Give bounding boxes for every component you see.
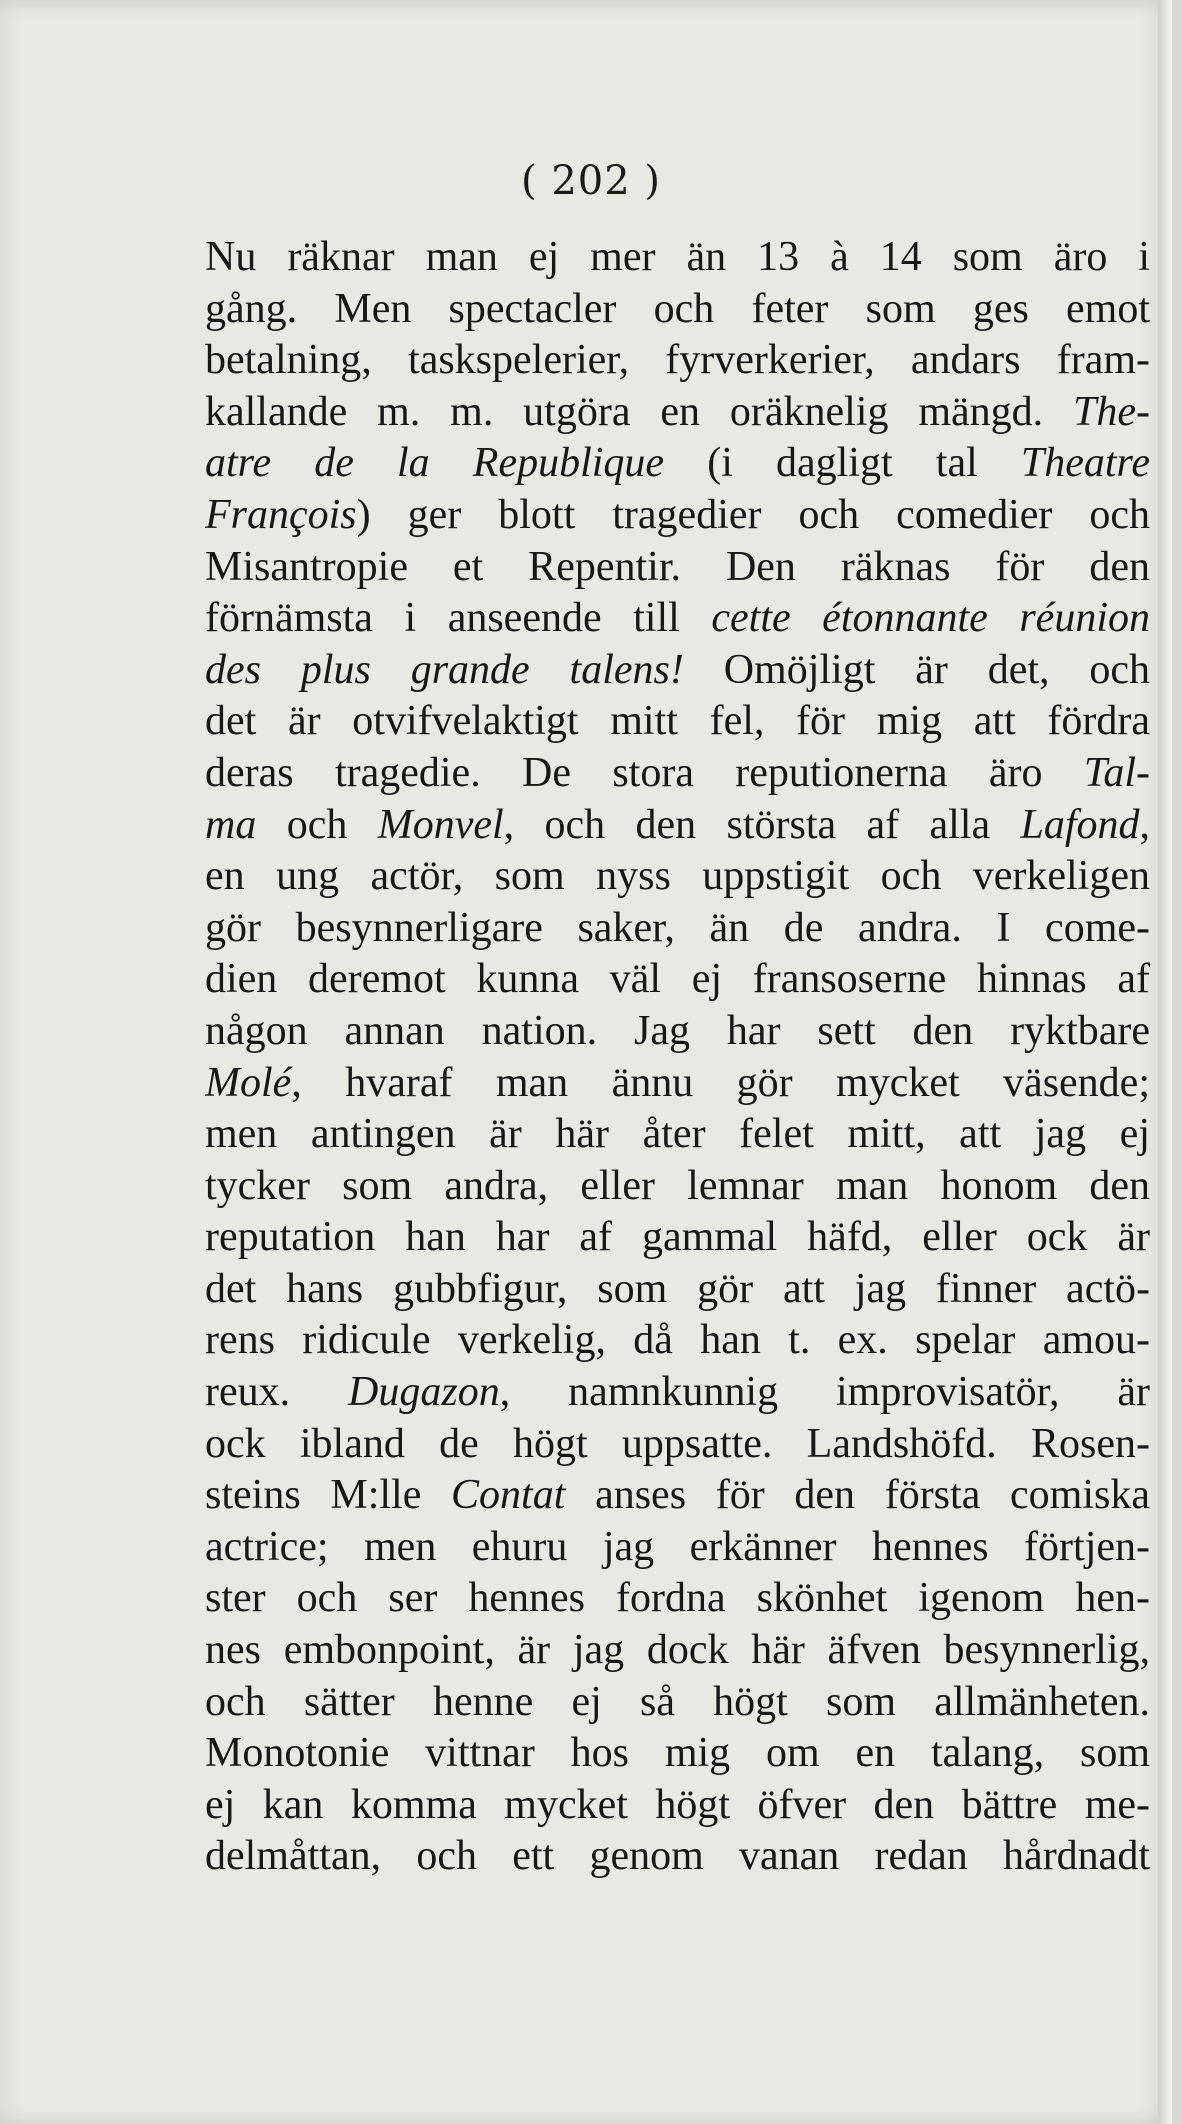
text-segment: reputation han har af gammal häfd, eller ock är	[205, 1214, 1150, 1261]
italic-text: Tal-	[1083, 749, 1150, 796]
text-segment: actrice; men ehuru jag erkänner hennes förtjen-	[205, 1523, 1150, 1570]
text-segment: men antingen är här åter felet mitt, att jag ej	[205, 1111, 1150, 1158]
text-line	[205, 800, 1150, 852]
text-line	[205, 490, 1150, 542]
text-segment: Misantropie et Repentir. Den räknas för den	[205, 543, 1150, 590]
italic-text: Monvel	[377, 801, 504, 848]
italic-text: François	[205, 491, 357, 538]
italic-text: atre de la Republique	[205, 440, 665, 487]
text-segment: och sätter henne ej så högt som allmänheten.	[205, 1678, 1150, 1725]
text-segment: rens ridicule verkelig, då han t. ex. spelar amou-	[205, 1317, 1150, 1364]
text-segment: ock ibland de högt uppsatte. Landshöfd. Rosen-	[205, 1420, 1150, 1467]
text-line	[205, 1625, 1150, 1677]
italic-text: des plus grande talens!	[205, 646, 684, 693]
text-segment: och	[256, 801, 378, 848]
text-line	[205, 1470, 1150, 1522]
text-line	[205, 1573, 1150, 1625]
text-line	[205, 593, 1150, 645]
text-line	[205, 438, 1150, 490]
text-segment: ster och ser hennes fordna skönhet igenom hen-	[205, 1575, 1150, 1622]
body-text	[205, 232, 1150, 1883]
text-segment: gör besynnerligare saker, än de andra. I come-	[205, 904, 1150, 951]
text-segment: steins M:lle	[205, 1472, 452, 1519]
text-line	[205, 851, 1150, 903]
text-segment: (i dagligt tal	[664, 440, 1021, 487]
text-segment: ) ger blott tragedier och comedier och	[356, 491, 1150, 538]
text-segment: Omöjligt är det, och	[683, 646, 1150, 693]
text-line	[205, 1522, 1150, 1574]
text-segment: , hvaraf man ännu gör mycket väsende;	[291, 1059, 1150, 1106]
text-segment: anses för den första comiska	[565, 1472, 1150, 1519]
text-segment: det är otvifvelaktigt mitt fel, för mig att fördra	[205, 698, 1150, 745]
text-segment: ej kan komma mycket högt öfver den bättre me-	[205, 1781, 1150, 1828]
text-line	[205, 1728, 1150, 1780]
text-line	[205, 1780, 1150, 1832]
text-line	[205, 284, 1150, 336]
text-line	[205, 1161, 1150, 1213]
text-segment: , namnkunnig improvisatör, är	[499, 1369, 1150, 1416]
text-segment: Monotonie vittnar hos mig om en talang, som	[205, 1730, 1150, 1777]
text-line	[205, 748, 1150, 800]
text-segment: nes embonpoint, är jag dock här äfven besynnerlig,	[205, 1627, 1150, 1674]
text-segment: en ung actör, som nyss uppstigit och verkeligen	[205, 853, 1150, 900]
text-line	[205, 1264, 1150, 1316]
italic-text: Dugazon	[348, 1369, 500, 1416]
italic-text: Theatre	[1020, 440, 1150, 487]
text-line	[205, 1058, 1150, 1110]
text-segment: tycker som andra, eller lemnar man honom den	[205, 1162, 1150, 1209]
text-segment: ,	[1139, 801, 1150, 848]
page-edge	[1158, 0, 1172, 2124]
text-line	[205, 1677, 1150, 1729]
text-line	[205, 1006, 1150, 1058]
text-line	[205, 696, 1150, 748]
page-number: ( 202 )	[521, 158, 661, 204]
text-line	[205, 232, 1150, 284]
text-line	[205, 335, 1150, 387]
italic-text: The-	[1073, 388, 1150, 435]
text-line	[205, 1315, 1150, 1367]
text-segment: delmåttan, och ett genom vanan redan hårdnadt	[205, 1833, 1150, 1880]
text-line	[205, 954, 1150, 1006]
text-segment: Nu räknar man ej mer än 13 à 14 som äro i	[205, 234, 1150, 280]
italic-text: ma	[205, 801, 257, 848]
text-segment: , och den största af alla	[503, 801, 1021, 848]
text-segment: deras tragedie. De stora reputionerna äro	[205, 749, 1084, 796]
text-segment: någon annan nation. Jag har sett den ryktbare	[205, 1007, 1150, 1054]
text-segment: förnämsta i anseende till	[205, 595, 712, 642]
text-line	[205, 1367, 1150, 1419]
text-segment: gång. Men spectacler och feter som ges emot	[205, 285, 1150, 332]
text-line	[205, 1109, 1150, 1161]
italic-text: cette étonnante réunion	[711, 595, 1150, 642]
text-segment: dien deremot kunna väl ej fransoserne hinnas af	[205, 956, 1150, 1003]
text-line	[205, 903, 1150, 955]
text-line	[205, 645, 1150, 697]
text-segment: betalning, taskspelerier, fyrverkerier, andars fram-	[205, 337, 1150, 384]
text-segment: kallande m. m. utgöra en oräknelig mängd.	[205, 388, 1073, 435]
text-line	[205, 387, 1150, 439]
text-line	[205, 542, 1150, 594]
text-line	[205, 1419, 1150, 1471]
text-segment: det hans gubbfigur, som gör att jag finner actö-	[205, 1265, 1150, 1312]
italic-text: Molé	[205, 1059, 292, 1106]
italic-text: Contat	[451, 1472, 566, 1519]
text-segment: reux.	[205, 1369, 349, 1416]
text-line	[205, 1831, 1150, 1883]
italic-text: Lafond	[1020, 801, 1140, 848]
text-line	[205, 1212, 1150, 1264]
